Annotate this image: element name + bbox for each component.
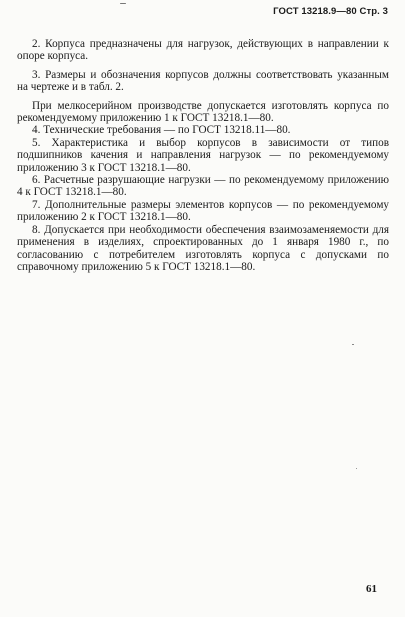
document-body [17,38,389,273]
paragraph-4: 4. Технические требования — по ГОСТ 13218.11—80. [32,124,291,137]
paragraph-small-batch: При мелкосерийном производстве допускается изготовлять корпуса по рекомендуемому приложению 1 к ГОСТ 13218.1—80. [17,99,389,125]
scan-speck [120,3,126,4]
paragraph-3: 3. Размеры и обозначения корпусов должны соответствовать указанным на чертеже и в табл. 2. [17,68,389,94]
paragraph-2: 2. Корпуса предназначены для нагрузок, действующих в направлении к опоре корпуса. [17,38,389,63]
scan-speck [356,468,357,469]
paragraph-5: 5. Характеристика и выбор корпусов в зависимости от типов подшипников качения и направления нагрузок — по рекомендуемому приложению 3 к ГОСТ 13218.1—80. [17,136,389,174]
page-number: 61 [366,583,377,595]
paragraph-6: 6. Расчетные разрушающие нагрузки — по рекомендуемому приложению 4 к ГОСТ 13218.1—80. [17,174,389,199]
paragraph-7: 7. Дополнительные размеры элементов корпусов — по рекомендуемому приложению 2 к ГОСТ 13218.1—80. [17,198,389,224]
scan-speck [352,344,354,345]
paragraph-8: 8. Допускается при необходимости обеспечения взаимозаменяемости для применения в изделиях, спроектированных до 1 января 1980 г., по согласованию с потребителем изготовлять корпуса с допусками по справочному приложению 5 к ГОСТ 13218.1—80. [17,223,389,273]
page-header: ГОСТ 13218.9—80 Стр. 3 [273,6,388,17]
